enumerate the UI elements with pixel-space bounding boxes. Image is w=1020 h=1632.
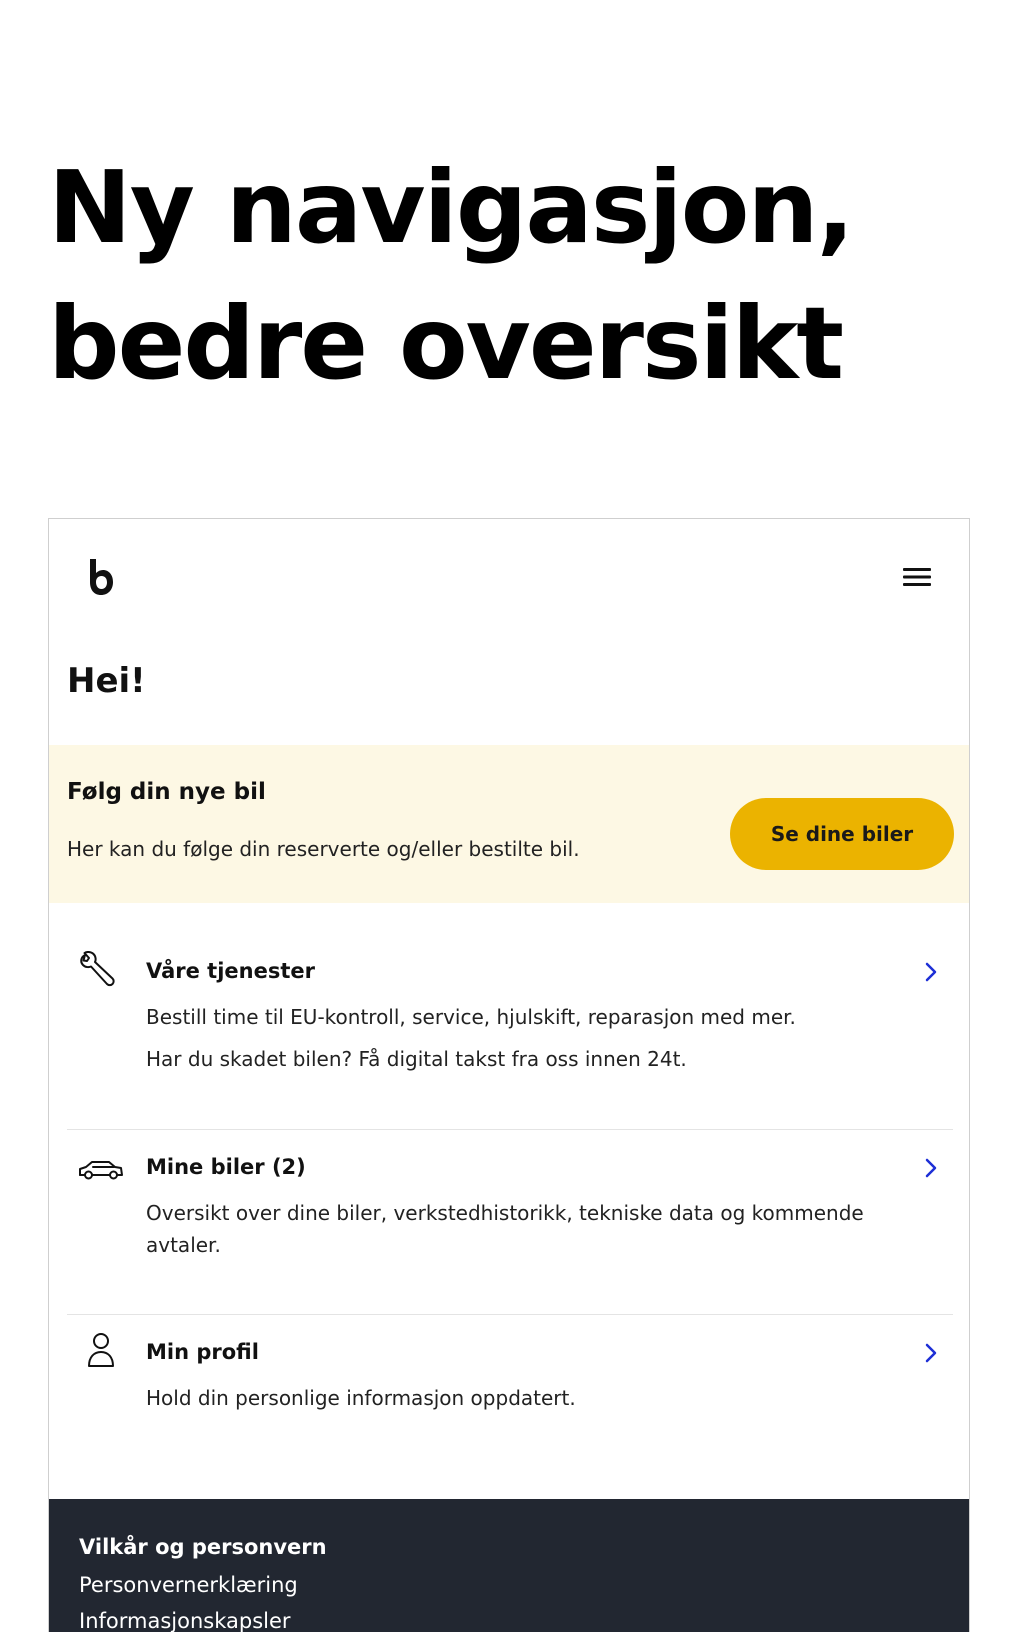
chevron-right-icon[interactable]: [923, 961, 939, 983]
privacy-policy-link[interactable]: Personvernerklæring: [79, 1573, 298, 1597]
cookies-link[interactable]: Informasjonskapsler: [79, 1609, 291, 1632]
nav-item-my-profile[interactable]: [67, 1324, 953, 1444]
nav-item-title: Våre tjenester: [146, 959, 315, 983]
nav-item-title: Min profil: [146, 1340, 259, 1364]
nav-item-title: Mine biler (2): [146, 1155, 306, 1179]
description-line: Hold din personlige informasjon oppdatert.: [146, 1386, 576, 1410]
nav-item-description: [146, 1382, 916, 1414]
nav-item-description: [146, 1197, 916, 1261]
nav-item-services[interactable]: [67, 943, 953, 1103]
nav-item-description: [146, 1001, 916, 1075]
app-screenshot-frame: [48, 518, 970, 1632]
car-icon: [77, 1151, 125, 1191]
chevron-right-icon[interactable]: [923, 1342, 939, 1364]
follow-car-banner: [49, 745, 969, 903]
headline-line-2: bedre oversikt: [48, 285, 843, 402]
chevron-right-icon[interactable]: [923, 1157, 939, 1179]
banner-text: Her kan du følge din reserverte og/eller bestilte bil.: [67, 837, 580, 861]
divider: [67, 1129, 953, 1130]
footer: [49, 1499, 969, 1632]
description-line: Oversikt over dine biler, verkstedhistorikk, tekniske data og kommende avtaler.: [146, 1201, 864, 1257]
app-header: [49, 519, 969, 635]
greeting-heading: Hei!: [67, 661, 146, 701]
see-your-cars-button[interactable]: Se dine biler: [730, 798, 954, 870]
divider: [67, 1314, 953, 1315]
headline-line-1: Ny navigasjon,: [48, 149, 853, 266]
banner-title: Følg din nye bil: [67, 779, 266, 805]
footer-title: Vilkår og personvern: [79, 1535, 327, 1559]
brand-logo-icon[interactable]: [87, 557, 115, 597]
description-line: Bestill time til EU-kontroll, service, hjulskift, reparasjon med mer.: [146, 1005, 796, 1029]
wrench-icon: [77, 951, 125, 991]
user-icon: [77, 1330, 125, 1370]
page-headline: [48, 140, 853, 412]
nav-item-my-cars[interactable]: [67, 1139, 953, 1289]
description-line: Har du skadet bilen? Få digital takst fra oss innen 24t.: [146, 1047, 687, 1071]
hamburger-menu-icon[interactable]: [901, 563, 933, 591]
